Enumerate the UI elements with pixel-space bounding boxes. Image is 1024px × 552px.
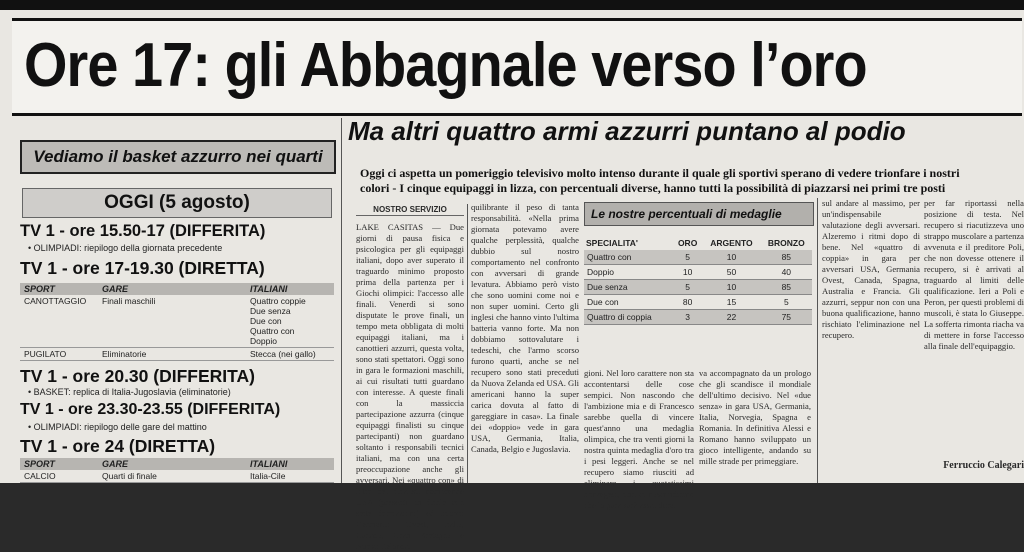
table-header: SPORT bbox=[20, 283, 98, 295]
table-cell: 5 bbox=[673, 250, 702, 265]
article-column-6 bbox=[924, 198, 1024, 483]
table-header: GARE bbox=[98, 458, 246, 470]
article-text: quilibrante il peso di tanta responsabilità. «Nella prima giornata potevamo avere qualche perplessità, qualche dubbio sul nostro comportamento nel confronto con avversari di grande levatura. Abbiamo però visto che sono uomini come noi e non super uomini. Certo gli inglesi che hanno vinto l'ultima batteria vanno forte. Ma non dobbiamo sottovalutare i tedeschi, che l'armo scorso furono quarti, anche se nel recupero sono stati preceduti da Nuova Zelanda ed USA. Gli americani hanno la super carica dovuta al fatto di gareggiare in casa». La finale dei «doppio» vede in gara USA, Germania, Italia, Canada, Belgio e Jugoslavia. bbox=[471, 202, 579, 454]
medal-percentages-table bbox=[584, 236, 812, 325]
subheadline: Ma altri quattro armi azzurri puntano al podio bbox=[348, 116, 906, 146]
table-cell: 40 bbox=[761, 265, 812, 280]
table-cell: 15 bbox=[702, 295, 760, 310]
tv-schedule-3: TV 1 - ore 20.30 (DIFFERITA) bbox=[20, 366, 255, 386]
table-row bbox=[584, 280, 812, 295]
table-cell: 3 bbox=[673, 310, 702, 325]
table-cell: 22 bbox=[702, 310, 760, 325]
author-signature: Ferruccio Calegari bbox=[943, 460, 1024, 471]
article-column-2 bbox=[471, 202, 579, 483]
tv-schedule-5: TV 1 - ore 24 (DIRETTA) bbox=[20, 436, 216, 456]
table-header: BRONZO bbox=[767, 238, 805, 248]
table-cell: 80 bbox=[673, 295, 702, 310]
article-column-5 bbox=[822, 198, 920, 483]
table-header: GARE bbox=[98, 283, 246, 295]
deck-line: Oggi ci aspetta un pomeriggio televisivo molto intenso durante il quale gli sportivi sperano di vedere trionfare i nostri bbox=[360, 166, 960, 180]
table-header: ARGENTO bbox=[710, 238, 753, 248]
schedule-table-1 bbox=[20, 283, 334, 361]
table-cell: 5 bbox=[673, 280, 702, 295]
table-cell: 50 bbox=[702, 265, 760, 280]
table-header: ORO bbox=[677, 238, 698, 248]
tv-schedule-1: TV 1 - ore 15.50-17 (DIFFERITA) bbox=[20, 222, 266, 240]
today-date-header: OGGI (5 agosto) bbox=[22, 188, 332, 218]
table-cell: Quattro di coppia bbox=[584, 310, 673, 325]
article-column-1 bbox=[356, 204, 464, 551]
deck-line: colori - I cinque equipaggi in lizza, con percentuali diverse, hanno tutti la possibilità di piazzarsi nei primi tre posti bbox=[360, 181, 946, 195]
tv-schedule-4: TV 1 - ore 23.30-23.55 (DIFFERITA) bbox=[20, 401, 281, 418]
table-cell: Quattro coppie Due senza Due con Quattro con Doppio bbox=[246, 295, 334, 348]
basket-box-title: Vediamo il basket azzurro nei quarti bbox=[20, 140, 336, 174]
article-text: per far riportassi nella posizione di testa. Nel recupero si riacutizzeva uno strappo muscolare a partenza avvenuta e il preditore Poli, che non dovesse ottenere il recupero, si è arrivati al traguardo al limiti delle qualificazione. Ieri a Poli e Peron, per questi problemi di muscoli, è stata lo Giuseppe. La sofferta rimonta riacha va di mettere in forse l'accesso alla finale dell'equipaggio. bbox=[924, 198, 1024, 351]
top-border bbox=[0, 0, 1024, 10]
table-cell: Due senza bbox=[584, 280, 673, 295]
table-header: SPORT bbox=[20, 458, 98, 470]
article-text: LAKE CASITAS — Due giorni di pausa fisica e psicologica per gli equipaggi italiani, dopo aver superato il traguardo minimo proposto prima della partenza per i Giochi olimpici: l'accesso alle finali. Venerdì si sono disputate le prove finali, un tempo meta obbligata di molti equipaggi italiani, ma i canottieri azzurri, questa volta, sono stati spettatori. Oggi sono in gara le formazioni maschili, ai cui risultati tutti guardano con interesse. A queste finali con la massiccia partecipazione azzurra (cinque equipaggi finalisti su cinque partecipanti) non guardano soltanto i responsabili tecnici italiani, ma con una certa preoccupazione anche gli avversari. Nei «quattro con» di lotto dei finalisti comprende USA (presente in finale con sette formazioni) ed ancora Germania Ovest, Italia, Canada, Gran Bretagna e Nuova Zelanda. bbox=[356, 222, 464, 551]
main-headline: Ore 17: gli Abbagnale verso l’oro bbox=[24, 31, 867, 100]
article-text: gioni. Nel loro carattere non sta accontentarsi delle cose sempici. Non nascondo che l'ambizione mia e di Francesco sarebbe quella di vincere quest'anno una medaglia olimpica, che tra venti giorni la nostra quinta medaglia d'oro tra i pesi leggeri. Anche se nel recupero siamo riusciti ad eliminare i quotatissimi norvegesi, non ci nascondiamo che la gara sarà assai dura. bbox=[584, 368, 694, 510]
table-row bbox=[584, 295, 812, 310]
table-cell: CANOTTAGGIO bbox=[20, 295, 98, 348]
article-text: sul andare al massimo, per un'indispensabile valutazione degli avversari. Alzeremo i ritmi dopo di bene. Nel «quattro di coppia» in gara per avversari USA, Germania Ovest, Canada, Spagna, Australia e Francia. Gli azzurri, seppur non con una buona qualificazione, hanno rischiato l'eliminazione nel recupero. bbox=[822, 198, 920, 340]
column-divider bbox=[467, 204, 468, 483]
article-column-4 bbox=[699, 368, 811, 483]
column-divider bbox=[341, 118, 342, 483]
table-cell: 75 bbox=[761, 310, 812, 325]
table-header: ITALIANI bbox=[246, 458, 334, 470]
table-cell: Doppio bbox=[584, 265, 673, 280]
table-row bbox=[584, 265, 812, 280]
tv-schedule-3-note: • BASKET: replica di Italia-Jugoslavia (eliminatorie) bbox=[28, 387, 231, 397]
table-cell: 5 bbox=[761, 295, 812, 310]
tv-schedule-2: TV 1 - ore 17-19.30 (DIRETTA) bbox=[20, 258, 265, 278]
percentages-box-title: Le nostre percentuali di medaglie bbox=[584, 202, 814, 226]
article-column-3 bbox=[584, 368, 694, 510]
table-cell: 10 bbox=[702, 280, 760, 295]
deck-summary bbox=[360, 166, 1024, 196]
column-divider bbox=[817, 198, 818, 483]
table-header: SPECIALITA' bbox=[586, 238, 638, 248]
table-header: ITALIANI bbox=[246, 283, 334, 295]
byline: NOSTRO SERVIZIO bbox=[356, 204, 464, 216]
table-cell: Finali maschili bbox=[98, 295, 246, 348]
article-text: va accompagnato da un prologo che gli scandisce il mondiale dell'ultimo decisivo. Nel «due senza» in gara USA, Germania, Italia, Norvegia, Spagna e Romania. In definitiva Alessi e Romano hanno sviluppato un gioco intelligente, andando su mille strade per primeggiare. bbox=[699, 368, 811, 466]
tv-schedule-1-note: • OLIMPIADI: riepilogo della giornata precedente bbox=[28, 243, 223, 253]
table-row bbox=[584, 310, 812, 325]
table-cell: Italia-Cile bbox=[246, 470, 334, 483]
table-cell: Quarti di finale bbox=[98, 470, 246, 483]
table-row bbox=[20, 348, 334, 361]
table-cell: 10 bbox=[702, 250, 760, 265]
table-cell: Due con bbox=[584, 295, 673, 310]
schedule-table-2 bbox=[20, 458, 334, 483]
table-row bbox=[584, 250, 812, 265]
table-row bbox=[20, 295, 334, 348]
table-cell: PUGILATO bbox=[20, 348, 98, 361]
tv-schedule-4-note: • OLIMPIADI: riepilogo delle gare del mattino bbox=[28, 422, 207, 432]
table-cell: Stecca (nei gallo) bbox=[246, 348, 334, 361]
table-cell: 85 bbox=[761, 280, 812, 295]
table-cell: Eliminatorie bbox=[98, 348, 246, 361]
table-cell: 10 bbox=[673, 265, 702, 280]
table-cell: 85 bbox=[761, 250, 812, 265]
table-row bbox=[20, 470, 334, 483]
table-cell: Quattro con bbox=[584, 250, 673, 265]
table-cell: CALCIO bbox=[20, 470, 98, 483]
